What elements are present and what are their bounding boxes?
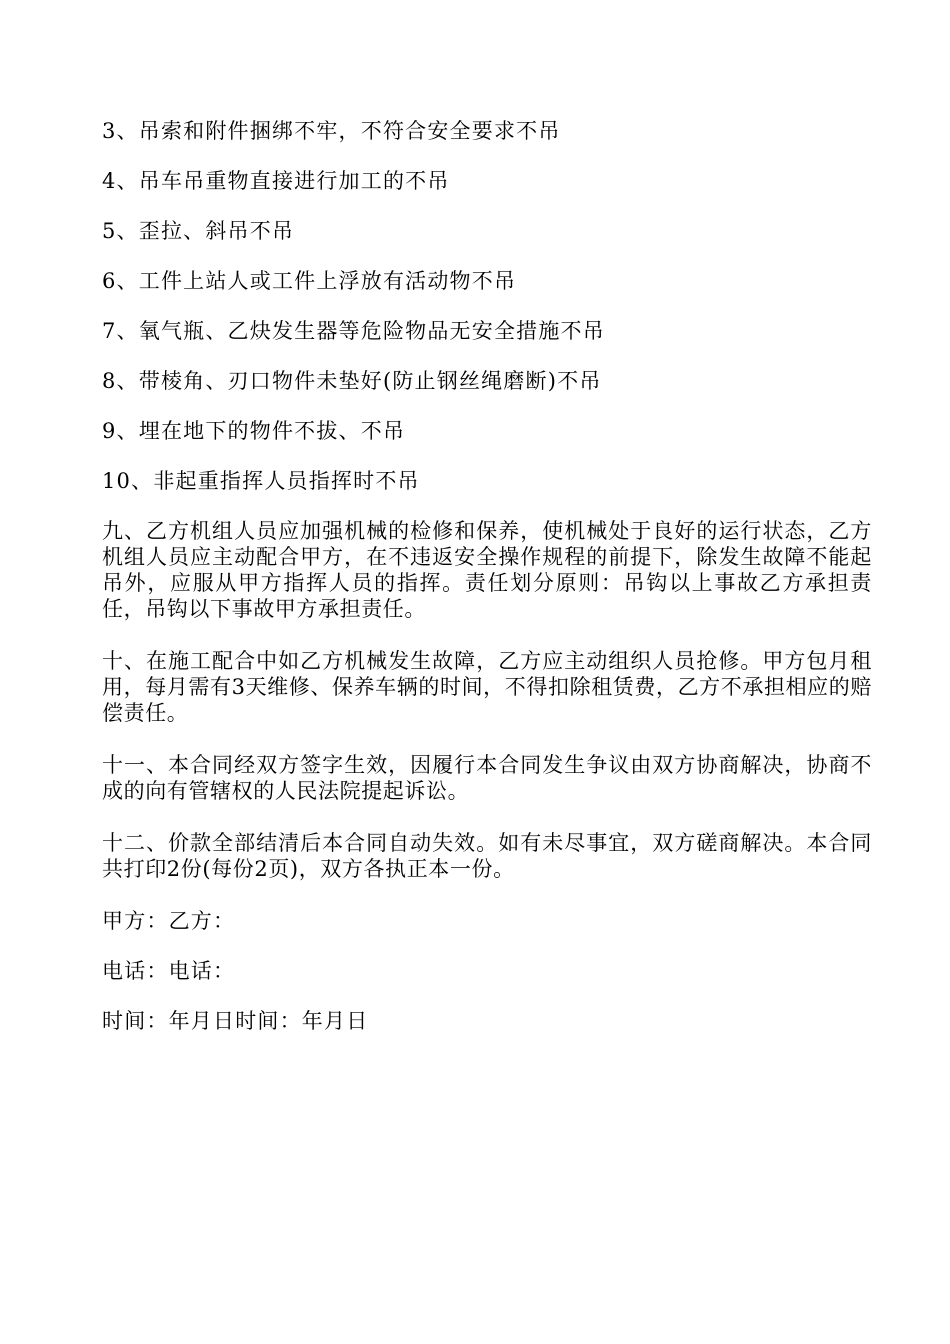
- clause-9: 九、乙方机组人员应加强机械的检修和保养，使机械处于良好的运行状态，乙方机组人员应主动配合甲方，在不违返安全操作规程的前提下，除发生故障不能起吊外，应服从甲方指挥人员的指挥。责任划分原则：吊钩以上事故乙方承担责任，吊钩以下事故甲方承担责任。: [102, 519, 872, 621]
- clause-11: 十一、本合同经双方签字生效，因履行本合同发生争议由双方协商解决，协商不成的向有管辖权的人民法院提起诉讼。: [102, 753, 872, 803]
- rule-item-3: 3、吊索和附件捆绑不牢，不符合安全要求不吊: [102, 119, 561, 143]
- rule-item-5: 5、歪拉、斜吊不吊: [102, 219, 295, 243]
- rule-item-9: 9、埋在地下的物件不拔、不吊: [102, 419, 406, 443]
- rule-item-10: 10、非起重指挥人员指挥时不吊: [102, 469, 420, 493]
- clause-10: 十、在施工配合中如乙方机械发生故障，乙方应主动组织人员抢修。甲方包月租用，每月需有3天维修、保养车辆的时间，不得扣除租赁费，乙方不承担相应的赔偿责任。: [102, 649, 872, 725]
- rule-item-7: 7、氧气瓶、乙炔发生器等危险物品无安全措施不吊: [102, 319, 605, 343]
- clause-12: 十二、价款全部结清后本合同自动失效。如有未尽事宜，双方磋商解决。本合同共打印2份(每份2页)，双方各执正本一份。: [102, 831, 872, 881]
- rule-item-4: 4、吊车吊重物直接进行加工的不吊: [102, 169, 450, 193]
- rule-item-8: 8、带棱角、刃口物件未垫好(防止钢丝绳磨断)不吊: [102, 369, 602, 393]
- signature-parties: 甲方：乙方：: [102, 909, 236, 933]
- signature-phones: 电话：电话：: [102, 959, 236, 983]
- document-page: [102, 118, 872, 1034]
- rule-item-6: 6、工件上站人或工件上浮放有活动物不吊: [102, 269, 517, 293]
- signature-dates: 时间：年月日时间：年月日: [102, 1009, 369, 1033]
